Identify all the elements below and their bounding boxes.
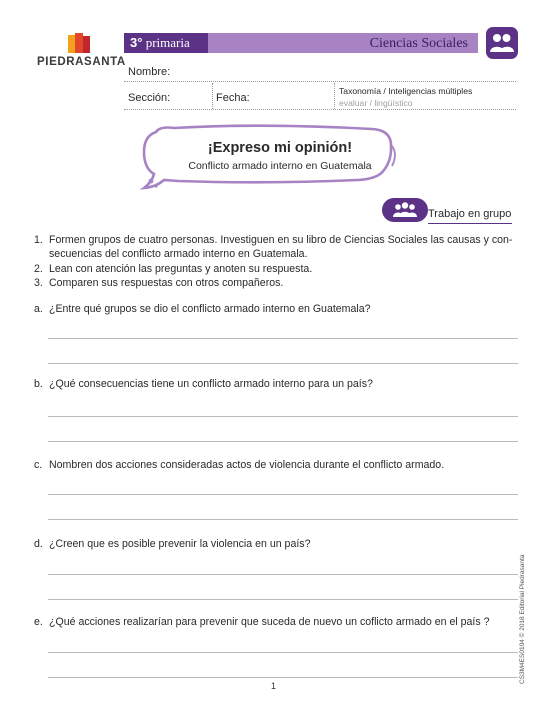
subject-title: Ciencias Sociales [369,36,468,51]
people-group-icon [382,198,428,222]
grade-number: 3° [130,35,143,50]
group-work-label: Trabajo en grupo [428,208,512,220]
group-badge [382,198,428,222]
question-letter: d. [34,538,43,550]
name-label: Nombre: [128,66,171,78]
speech-bubble [134,124,400,192]
answer-line[interactable] [48,494,518,495]
question-letter: c. [34,459,43,471]
instruction-text: Comparen sus respuestas con otros compañeros. [49,277,284,289]
grade-label [124,33,208,53]
activity-subtitle: Conflicto armado interno en Guatemala [188,160,372,172]
question-letter: b. [34,378,43,390]
question-text: ¿Qué acciones realizarían para prevenir que suceda de nuevo un coflicto armado en el país ? [49,616,490,628]
piedrasanta-logo-icon [68,33,90,55]
instruction-text: Lean con atención las preguntas y anoten su respuesta. [49,263,313,275]
answer-line[interactable] [48,416,518,417]
question-text: ¿Entre qué grupos se dio el conflicto armado interno en Guatemala? [49,303,371,315]
answer-line[interactable] [48,338,518,339]
question-text: Nombren dos acciones consideradas actos de violencia durante el conflicto armado. [49,459,445,471]
taxonomy-value: evaluar / lingüístico [339,98,413,108]
answer-line[interactable] [48,599,518,600]
answer-line[interactable] [48,652,518,653]
instruction-number: 2. [34,263,43,275]
form-bottom-line [124,109,516,110]
page-number: 1 [271,681,277,691]
section-label: Sección: [128,92,171,104]
date-label: Fecha: [216,92,250,104]
instruction-text: Formen grupos de cuatro personas. Investiguen en su libro de Ciencias Sociales las causas y con- [49,234,513,246]
instruction-number: 3. [34,277,43,289]
name-field-line[interactable] [124,81,516,82]
answer-line[interactable] [48,363,518,364]
activity-title: ¡Expreso mi opinión! [207,140,353,156]
instruction-text: secuencias del conflicto armado interno en Guatemala. [49,248,308,260]
group-work-underline [428,223,512,224]
answer-line[interactable] [48,574,518,575]
copyright-note: CS3M4ES0104 © 2018 Editorial Piedrasanta [519,554,526,684]
answer-line[interactable] [48,677,518,678]
question-letter: e. [34,616,43,628]
form-divider [212,83,213,109]
answer-line[interactable] [48,441,518,442]
taxonomy-label: Taxonomía / Inteligencias múltiples [339,86,473,96]
form-divider [334,83,335,109]
question-text: ¿Qué consecuencias tiene un conflicto armado interno para un país? [49,378,373,390]
brand-name: PIEDRASANTA [37,56,126,68]
instruction-number: 1. [34,234,43,246]
grade-level: primaria [145,35,190,50]
answer-line[interactable] [48,519,518,520]
question-letter: a. [34,303,43,315]
question-text: ¿Creen que es posible prevenir la violencia en un país? [49,538,311,550]
people-group-icon [486,27,518,59]
